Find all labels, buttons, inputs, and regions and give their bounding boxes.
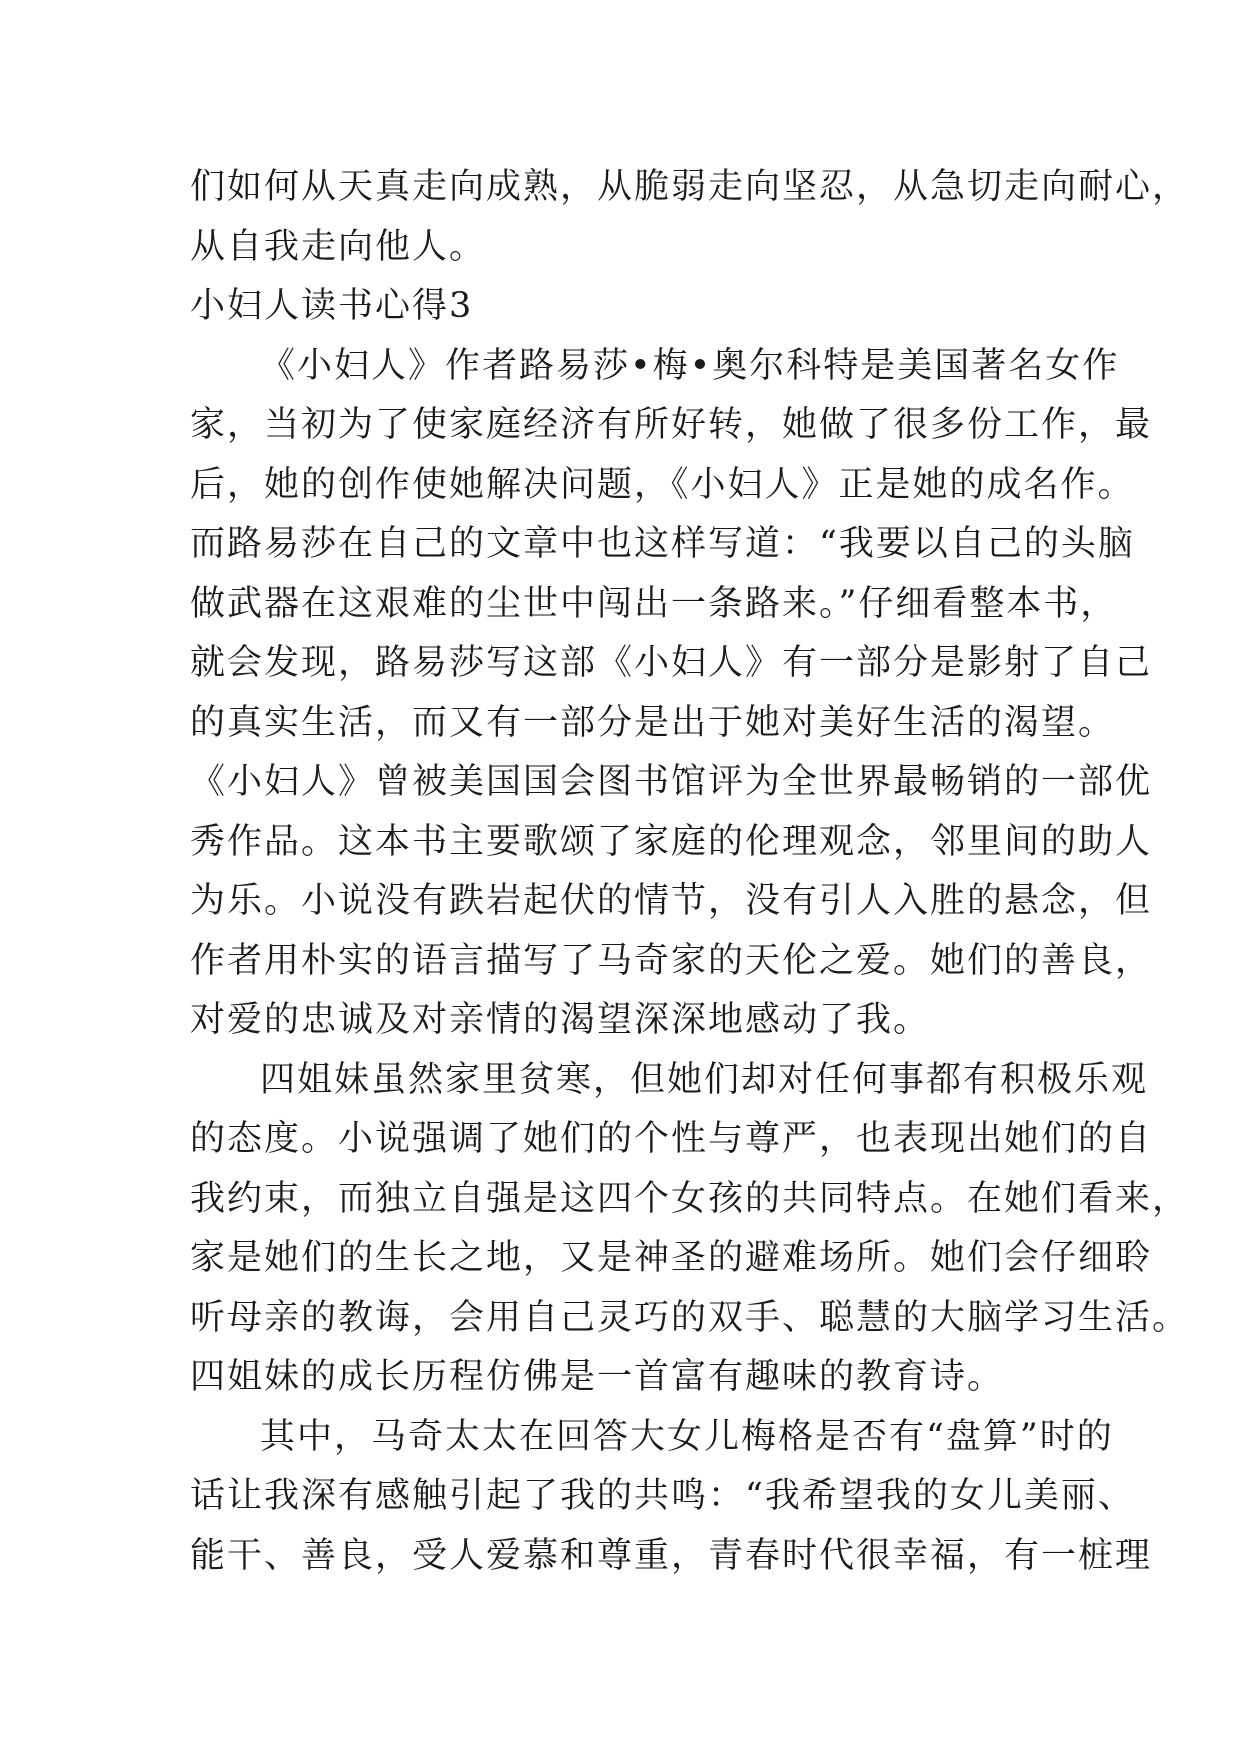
text-line: 听母亲的教诲，会用自己灵巧的双手、聪慧的大脑学习生活。	[190, 1297, 1190, 1338]
text-line: 《小妇人》曾被美国国会图书馆评为全世界最畅销的一部优	[190, 762, 1153, 802]
section-heading: 小妇人读书心得3	[190, 286, 474, 326]
paragraph-start-line: 《小妇人》作者路易莎•梅•奥尔科特是美国著名女作	[260, 345, 1120, 386]
text-line: 就会发现，路易莎写这部《小妇人》有一部分是影射了自己	[190, 643, 1153, 683]
text-line: 能干、善良，受人爱慕和尊重，青春时代很幸福，有一桩理	[190, 1535, 1153, 1576]
text-line: 话让我深有感触引起了我的共鸣：“我希望我的女儿美丽、	[190, 1476, 1135, 1516]
paragraph-start-line: 其中，马奇太太在回答大女儿梅格是否有“盘算”时的	[260, 1416, 1114, 1457]
document-body	[190, 158, 1190, 1586]
text-line: 家是她们的生长之地，又是神圣的避难场所。她们会仔细聆	[190, 1238, 1153, 1278]
text-line: 而路易莎在自己的文章中也这样写道：“我要以自己的头脑	[190, 524, 1135, 564]
text-line: 秀作品。这本书主要歌颂了家庭的伦理观念，邻里间的助人	[190, 821, 1153, 862]
text-line: 做武器在这艰难的尘世中闯出一条路来。”仔细看整本书，	[190, 583, 1118, 624]
text-line: 为乐。小说没有跌岩起伏的情节，没有引人入胜的悬念，但	[190, 881, 1153, 921]
text-line: 后，她的创作使她解决问题，《小妇人》正是她的成名作。	[190, 464, 1135, 505]
paragraph-start-line: 四姐妹虽然家里贫寒，但她们却对任何事都有积极乐观	[260, 1059, 1149, 1100]
text-line: 作者用朴实的语言描写了马奇家的天伦之爱。她们的善良，	[190, 940, 1153, 981]
text-line: 四姐妹的成长历程仿佛是一首富有趣味的教育诗。	[190, 1357, 1005, 1397]
text-line: 我约束，而独立自强是这四个女孩的共同特点。在她们看来，	[190, 1178, 1190, 1219]
text-line: 的真实生活，而又有一部分是出于她对美好生活的渴望。	[190, 702, 1116, 743]
text-line: 家，当初为了使家庭经济有所好转，她做了很多份工作，最	[190, 405, 1153, 445]
text-line: 从自我走向他人。	[190, 226, 487, 267]
text-line: 对爱的忠诚及对亲情的渴望深深地感动了我。	[190, 1000, 931, 1040]
text-line: 们如何从天真走向成熟，从脆弱走向坚忍，从急切走向耐心，	[190, 167, 1190, 207]
text-line: 的态度。小说强调了她们的个性与尊严，也表现出她们的自	[190, 1119, 1153, 1159]
